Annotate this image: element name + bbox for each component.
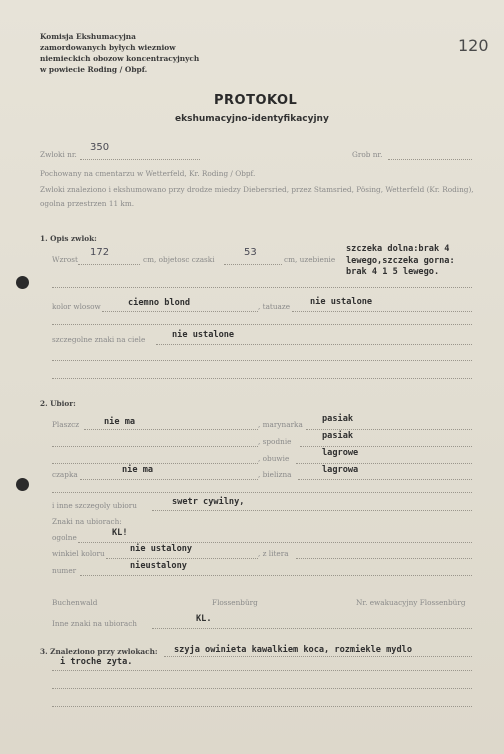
punch-hole-top xyxy=(16,276,29,289)
ogolne-value: KL! xyxy=(112,528,128,538)
section-2-heading: 2. Ubior: xyxy=(40,399,76,408)
ogolne-label: ogolne xyxy=(52,533,77,542)
inne-znaki-value: KL. xyxy=(196,614,212,624)
found-location-text: Zwloki znaleziono i ekshumowano przy drodze miedzy Diebersried, przez Stamsried, Pösing, Wetterfeld (Kr. Roding), ogolna przestrzen 11 km. xyxy=(40,185,474,208)
header-line-3: niemieckich obozow koncentracyjnych xyxy=(40,54,200,63)
zwloki-number-value: 350 xyxy=(90,142,110,153)
tatuaze-value: nie ustalone xyxy=(310,297,373,307)
marynarka-label: , marynarka xyxy=(258,420,303,429)
inne-szczegoly-label: i inne szczegoly ubioru xyxy=(52,501,137,510)
kolor-wlosow-label: kolor wlosow xyxy=(52,302,101,311)
document-subtitle: ekshumacyjno-identyfikacyjny xyxy=(175,114,329,124)
czapka-value: nie ma xyxy=(122,465,154,475)
z-litera-label: , z litera xyxy=(258,549,289,558)
buchenwald-label: Buchenwald xyxy=(52,598,98,607)
uzebienie-value: szczeka dolna:brak 4 lewego,szczeka gorna: brak 4 1 5 lewego. xyxy=(346,244,455,277)
inne-znaki-label: Inne znaki na ubiorach xyxy=(52,619,137,628)
kolor-wlosow-value: ciemno blond xyxy=(128,298,191,308)
document-title: PROTOKOL xyxy=(214,93,298,108)
szczegolne-znaki-label: szczegolne znaki na ciele xyxy=(52,335,146,344)
obuwie-value: lagrowe xyxy=(322,448,359,458)
bielizna-value: lagrowa xyxy=(322,465,359,475)
objetosc-label: cm, objetosc czaski xyxy=(143,255,215,264)
wzrost-value: 172 xyxy=(90,247,110,258)
page-number: 120 xyxy=(458,36,489,55)
header-line-1: Komisja Ekshumacyjna xyxy=(40,32,136,41)
flossenburg-label: Flossenbürg xyxy=(212,598,258,607)
winkiel-koloru-value: nie ustalony xyxy=(130,544,193,554)
wzrost-label: Wzrost xyxy=(52,255,78,264)
zwloki-label: Zwloki nr. xyxy=(40,150,77,159)
uzebienie-label: cm, uzebienie xyxy=(284,255,336,264)
znaleziono-value: szyja owinieta kawalkiem koca, rozmiekle mydlo xyxy=(174,645,412,655)
plaszcz-label: Plaszcz xyxy=(52,420,80,429)
znaleziono-value-line-2: i troche zyta. xyxy=(60,657,133,667)
marynarka-value: pasiak xyxy=(322,414,354,424)
bielizna-label: , bielizna xyxy=(258,470,292,479)
burial-place-text: Pochowany na cmentarzu w Wetterfeld, Kr. Roding / Obpf. xyxy=(40,169,256,178)
inne-szczegoly-value: swetr cywilny, xyxy=(172,497,245,507)
grob-label: Grob nr. xyxy=(352,150,383,159)
nr-ewakuacyjny-label: Nr. ewakuacyjny Flossenbürg xyxy=(356,598,466,607)
szczegolne-znaki-value: nie ustalone xyxy=(172,330,235,340)
punch-hole-bottom xyxy=(16,478,29,491)
spodnie-label: , spodnie xyxy=(258,437,292,446)
winkiel-koloru-label: winkiel koloru xyxy=(52,549,105,558)
plaszcz-value: nie ma xyxy=(104,417,136,427)
section-3-heading: 3. Znaleziono przy zwlokach: xyxy=(40,647,158,656)
header-line-2: zamordowanych byłych wiezniow xyxy=(40,43,176,52)
objetosc-value: 53 xyxy=(244,247,257,258)
czapka-label: czapka xyxy=(52,470,78,479)
header-line-4: w powiecie Roding / Obpf. xyxy=(40,65,148,74)
obuwie-label: , obuwie xyxy=(258,454,290,463)
spodnie-value: pasiak xyxy=(322,431,354,441)
tatuaze-label: , tatuaze xyxy=(258,302,291,311)
numer-label: numer xyxy=(52,566,77,575)
commission-header xyxy=(40,31,199,75)
numer-value: nieustalony xyxy=(130,561,187,571)
section-1-heading: 1. Opis zwlok: xyxy=(40,234,97,243)
znaki-na-ubiorach-label: Znaki na ubiorach: xyxy=(52,517,122,526)
